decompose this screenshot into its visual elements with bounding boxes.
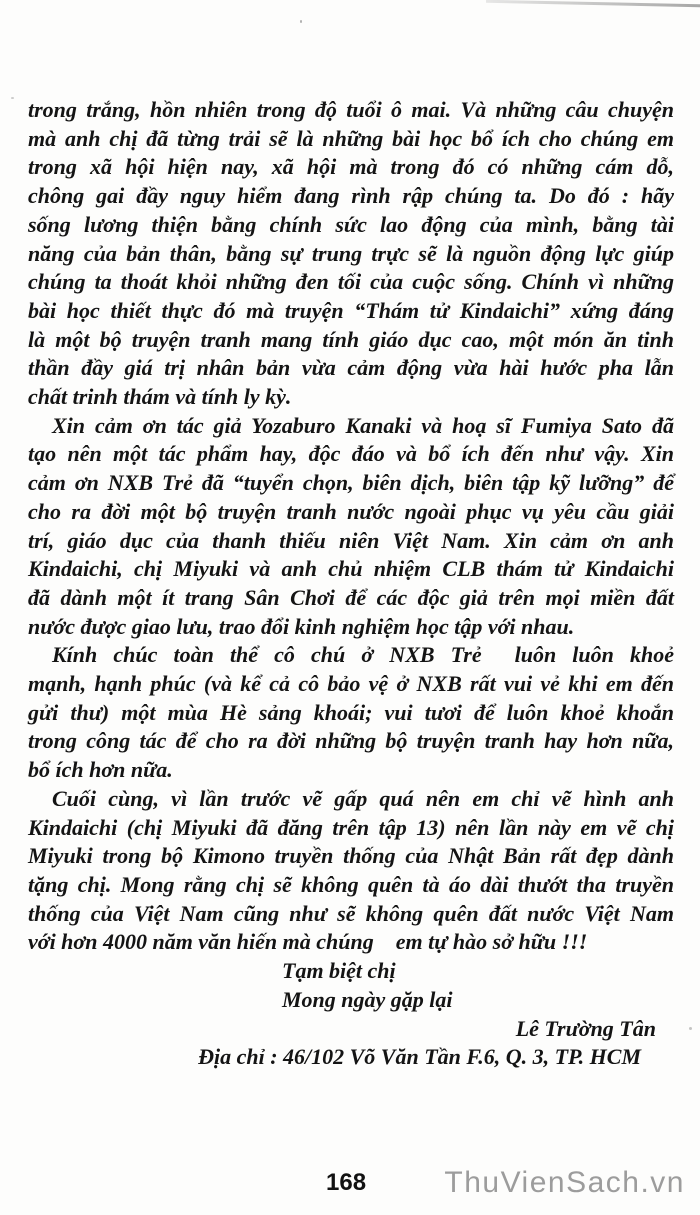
scan-speckle <box>300 20 302 23</box>
letter-body <box>28 96 674 1072</box>
text-line: mà anh chị đã từng trải sẽ là những bài học bổ ích cho chúng em <box>28 125 674 151</box>
text-line: cho ra đời một bộ truyện tranh nước ngoài phục vụ yêu cầu giải <box>28 498 674 524</box>
text-line: Cuối cùng, vì lần trước vẽ gấp quá nên em chỉ vẽ hình anh <box>52 785 674 811</box>
text-line: chông gai đầy nguy hiểm đang rình rập chúng ta. Do đó : hãy <box>28 183 674 209</box>
text-line: Xin cảm ơn tác giả Yozaburo Kanaki và hoạ sĩ Fumiya Sato đã <box>52 412 674 438</box>
text-line: trong trắng, hồn nhiên trong độ tuổi ô mai. Và những câu chuyện <box>28 97 674 122</box>
signoff-line-1: Tạm biệt chị <box>282 958 396 984</box>
text-line: trong xã hội hiện nay, xã hội mà trong đó có những cám dỗ, <box>28 154 674 180</box>
text-line: thống của Việt Nam cũng như sẽ không quên đất nước Việt Nam <box>28 900 674 926</box>
signature-name: Lê Trường Tân <box>515 1015 656 1041</box>
text-line: thần đầy giá trị nhân bản vừa cảm động vừa hài hước pha lẫn <box>28 355 674 381</box>
text-line: Kính chúc toàn thể cô chú ở NXB Trẻ luôn luôn khoẻ <box>52 642 674 668</box>
text-line: Miyuki trong bộ Kimono truyền thống của Nhật Bản rất đẹp dành <box>28 843 674 869</box>
text-line: nước được giao lưu, trao đổi kinh nghiệm học tập với nhau. <box>28 613 575 639</box>
text-line: sống lương thiện bằng chính sức lao động của mình, bằng tài <box>28 211 674 237</box>
text-line: Kindaichi (chị Miyuki đã đăng trên tập 13) nên lần này em vẽ chị <box>28 814 674 840</box>
signoff-block <box>282 957 674 1014</box>
scan-speckle <box>11 97 14 99</box>
text-line: đã dành một ít trang Sân Chơi để các độc giả trên mọi miền đất <box>28 584 674 610</box>
page-number: 168 <box>326 1169 367 1196</box>
text-line: trong công tác để cho ra đời những bộ truyện tranh hay hơn nữa, <box>28 728 674 754</box>
watermark-thuviensach: ThuVienSach.vn <box>444 1166 685 1199</box>
text-line: trí, giáo dục của thanh thiếu niên Việt Nam. Xin cảm ơn anh <box>28 527 674 553</box>
letter-paragraph-lines <box>28 96 674 957</box>
text-line: Kindaichi, chị Miyuki và anh chủ nhiệm CLB thám tử Kindaichi <box>28 556 674 582</box>
text-line: cảm ơn NXB Trẻ đã “tuyển chọn, biên dịch, biên tập kỹ lưỡng” để <box>28 470 674 496</box>
signoff-line-2: Mong ngày gặp lại <box>282 986 453 1012</box>
text-line: chúng ta thoát khỏi những đen tối của cuộc sống. Chính vì những <box>28 269 674 295</box>
text-line: năng của bản thân, bằng sự trung trực sẽ là nguồn động lực giúp <box>28 240 674 266</box>
text-line: với hơn 4000 năm văn hiến mà chúng em tự hào sở hữu !!! <box>28 929 588 955</box>
text-line: tạo nên một tác phẩm hay, độc đáo và bổ ích đến như vậy. Xin <box>28 441 674 467</box>
text-line: tặng chị. Mong rằng chị sẽ không quên tà áo dài thướt tha truyền <box>28 871 674 897</box>
scan-speckle <box>689 1027 692 1030</box>
text-line: là một bộ truyện tranh mang tính giáo dục cao, một món ăn tinh <box>28 326 674 352</box>
text-line: chất trinh thám và tính ly kỳ. <box>28 384 292 410</box>
text-line: bổ ích hơn nữa. <box>28 757 173 783</box>
text-line: bài học thiết thực đó mà truyện “Thám tử Kindaichi” xứng đáng <box>28 297 674 323</box>
signature-address: Địa chỉ : 46/102 Võ Văn Tần F.6, Q. 3, TP. HCM <box>198 1044 641 1070</box>
text-line: mạnh, hạnh phúc (và kể cả cô bảo vệ ở NXB rất vui vẻ khi em đến <box>28 671 674 697</box>
text-line: gửi thư) một mùa Hè sảng khoái; vui tươi để luôn khoẻ khoắn <box>28 699 674 725</box>
scan-edge-artifact <box>486 0 700 7</box>
